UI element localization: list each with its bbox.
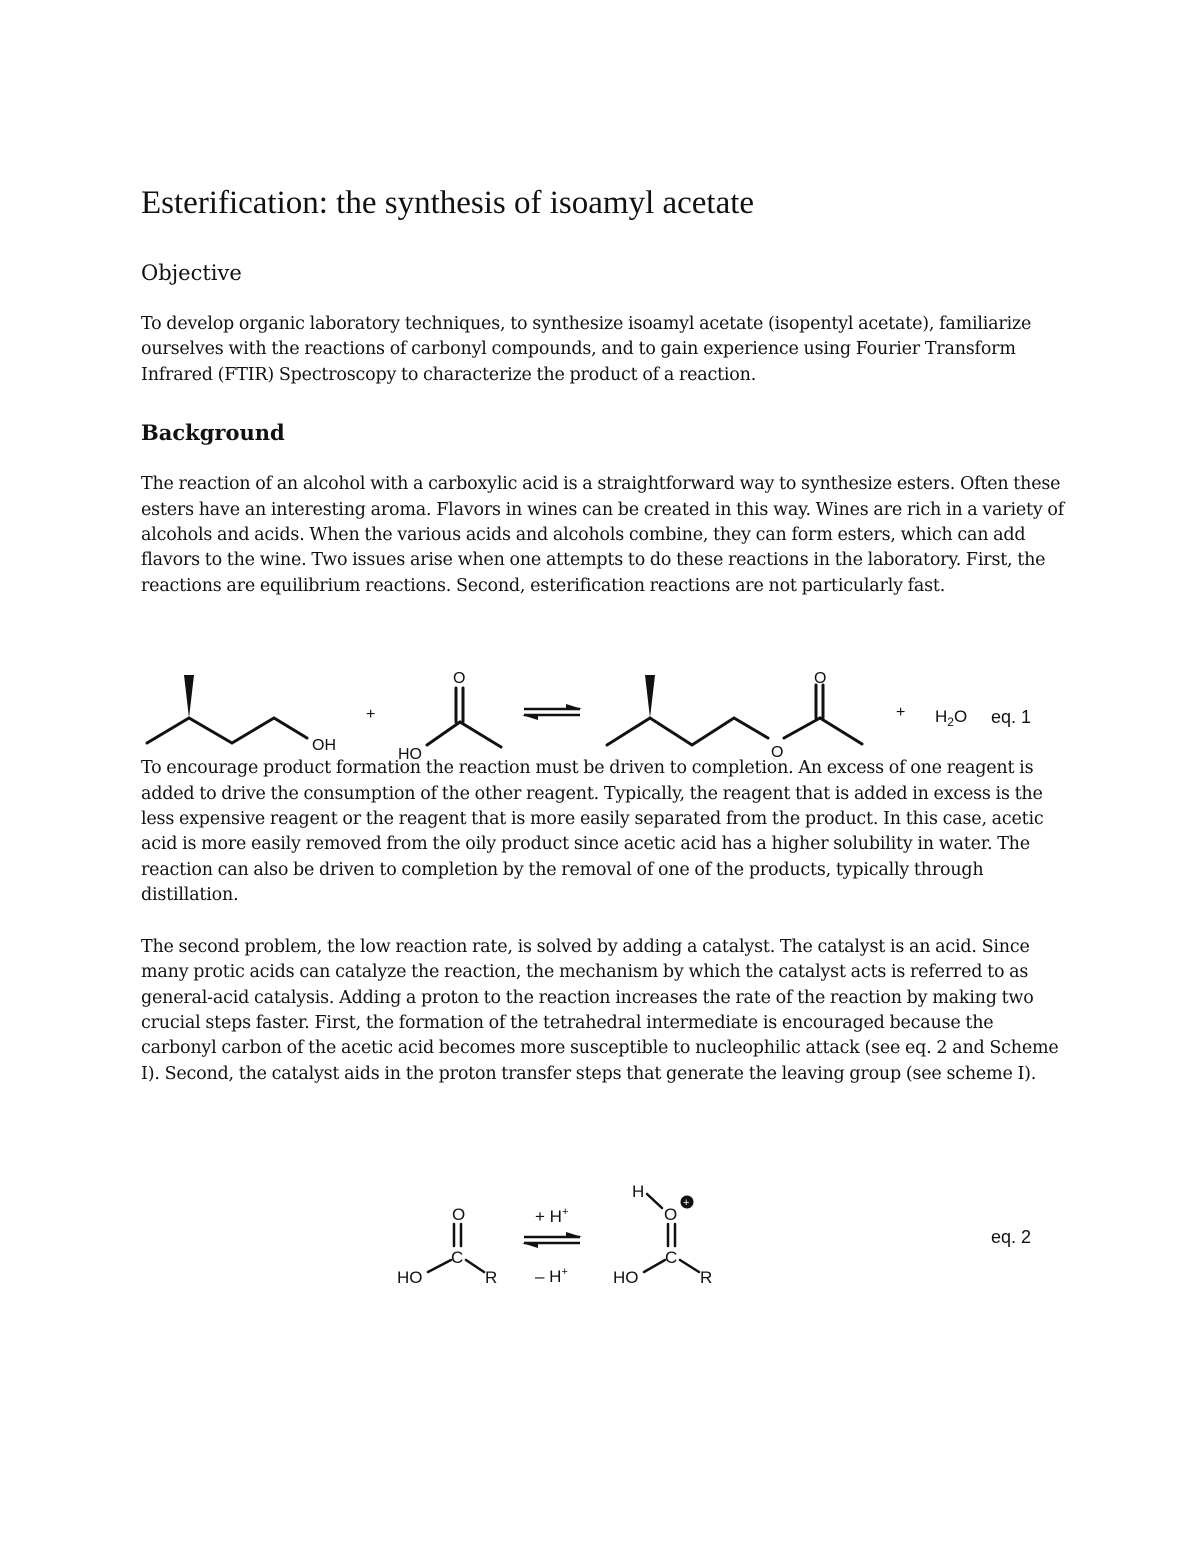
plus-sign-2: + xyxy=(896,704,906,721)
right-h-label: H xyxy=(632,1182,645,1201)
right-carbon-label: C xyxy=(665,1248,678,1267)
objective-heading: Objective xyxy=(141,261,242,285)
isoamyl-alcohol-structure xyxy=(147,675,307,743)
forward-text: + H xyxy=(535,1207,562,1226)
left-carbonyl-o-label: O xyxy=(452,1205,466,1224)
water-subscript: 2 xyxy=(947,715,954,729)
document-body xyxy=(141,182,1071,1087)
water-o: O xyxy=(953,707,968,726)
acid-ho-label: HO xyxy=(398,746,422,763)
forward-superscript: + xyxy=(561,1206,569,1218)
acetic-acid-structure xyxy=(427,688,501,747)
positive-charge-icon xyxy=(681,1196,694,1210)
reverse-text: – H xyxy=(535,1267,562,1286)
water-h: H xyxy=(935,707,948,726)
acid-carbonyl-o-label: O xyxy=(453,670,466,687)
right-r-label: R xyxy=(700,1268,713,1287)
plus-sign-1: + xyxy=(366,706,376,723)
reverse-superscript: + xyxy=(561,1266,568,1278)
ester-link-o-label: O xyxy=(771,744,784,761)
right-o-label: O xyxy=(664,1205,678,1224)
background-paragraph-1: The reaction of an alcohol with a carboxylic acid is a straightforward way to synthesize esters. Often these esters have an interesting aroma. Flavors in wines can be created in this way. Wines are rich in a variety of alcohols and acids. When the various acids and alcohols combine, they can form esters, which can add flavors to the wine. Two issues arise when one attempts to do these reactions in the laboratory. First, the reactions are equilibrium reactions. Second, esterification reactions are not particularly fast. xyxy=(141,474,1065,596)
background-paragraph-3: The second problem, the low reaction rate, is solved by adding a catalyst. The catalyst is an acid. Since many protic acids can catalyze the reaction, the mechanism by which the catalyst acts is referred to as general-acid catalysis. Adding a proton to the reaction increases the rate of the reaction by making two crucial steps faster. First, the formation of the tetrahedral intermediate is encouraged because the carbonyl carbon of the acetic acid becomes more susceptible to nucleophilic attack (see eq. 2 and Scheme I). Second, the catalyst aids in the proton transfer steps that generate the leaving group (see scheme I). xyxy=(141,936,1059,1084)
equilibrium-arrow-1 xyxy=(522,704,582,720)
equation-2-label: eq. 2 xyxy=(991,1227,1032,1247)
equation-1 xyxy=(0,658,1200,768)
background-paragraph-2: To encourage product formation the reaction must be driven to completion. An excess of one reagent is added to drive the consumption of the other reagent. Typically, the reagent that is added in excess is the less expensive reagent or the reagent that is more easily separated from the product. In this case, acetic acid is more easily removed from the oily product since acetic acid has a higher solubility in water. The reaction can also be driven to completion by the removal of one of the products, typically through distillation. xyxy=(141,758,1044,906)
right-ho-label: HO xyxy=(613,1268,639,1287)
equation-2 xyxy=(0,1172,1200,1292)
equation-1-label: eq. 1 xyxy=(991,707,1032,727)
equation-1-diagram xyxy=(0,658,1200,768)
reverse-condition xyxy=(535,1266,568,1286)
background-heading: Background xyxy=(141,420,285,446)
equation-2-diagram xyxy=(0,1172,1200,1292)
left-ho-label: HO xyxy=(397,1268,423,1287)
water-label xyxy=(935,707,967,729)
forward-condition xyxy=(535,1206,568,1226)
left-carbon-label: C xyxy=(451,1248,464,1267)
document-title: Esterification: the synthesis of isoamyl acetate xyxy=(141,185,755,221)
alcohol-oh-label: OH xyxy=(312,737,336,754)
left-r-label: R xyxy=(485,1268,498,1287)
equilibrium-arrow-2 xyxy=(522,1232,582,1248)
objective-text: To develop organic laboratory techniques, to synthesize isoamyl acetate (isopentyl acetate), familiarize ourselves with the reactions of carbonyl compounds, and to gain experience using Fourier Transform Infrared (FTIR) Spectroscopy to characterize the product of a reaction. xyxy=(141,314,1032,385)
positive-charge-text: + xyxy=(683,1197,690,1209)
ester-carbonyl-o-label: O xyxy=(814,670,827,687)
